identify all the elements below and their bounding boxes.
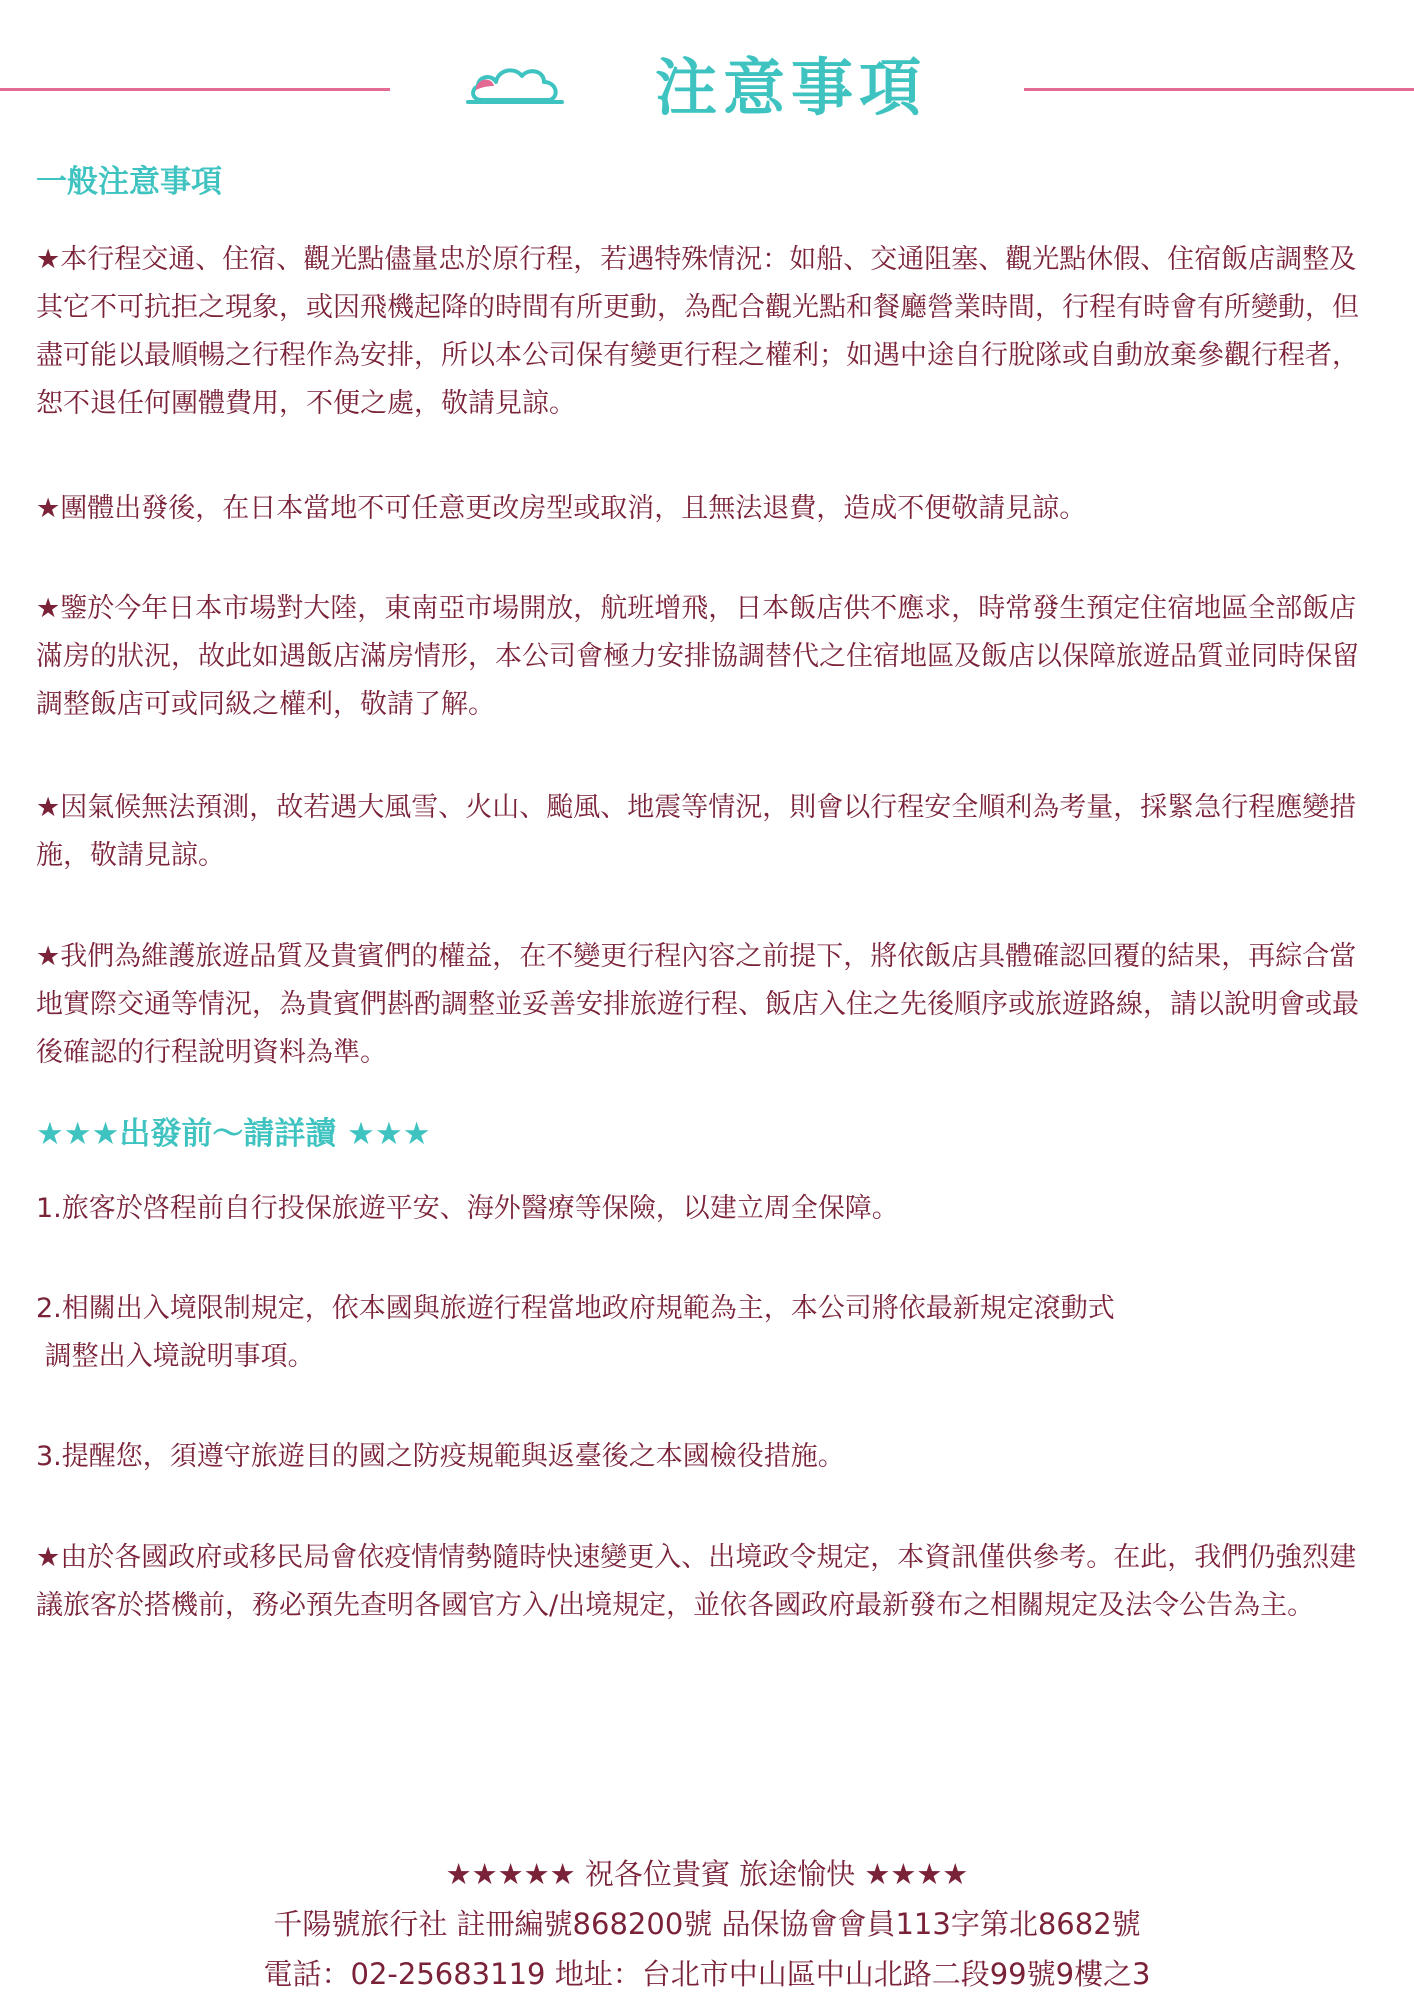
notice-item-continuation: 調整出入境說明事項。 xyxy=(36,1341,315,1372)
section-heading-before-departure: ★★★出發前～請詳讀 ★★★ xyxy=(36,1116,431,1152)
section-heading-general: 一般注意事項 xyxy=(36,164,222,200)
header-rule-right xyxy=(1024,88,1414,91)
notice-item: ★本行程交通、住宿、觀光點儘量忠於原行程，若遇特殊情況：如船、交通阻塞、觀光點休假、住宿飯店調整及其它不可抗拒之現象，或因飛機起降的時間有所更動，為配合觀光點和餐廳營業時間，行程有時會有所變動，但盡可能以最順暢之行程作為安排，所以本公司保有變更行程之權利；如遇中途自行脫隊或自動放棄參觀行程者，恕不退任何團體費用，不便之處，敬請見諒。 xyxy=(36,244,1359,419)
footer-contact: 電話：02-25683119 地址：台北市中山區中山北路二段99號9樓之3 xyxy=(263,1957,1151,1991)
notice-item: 1.旅客於啓程前自行投保旅遊平安、海外醫療等保險，以建立周全保障。 xyxy=(36,1193,899,1224)
notice-item: 2.相關出入境限制規定，依本國與旅遊行程當地政府規範為主，本公司將依最新規定滾動式 xyxy=(36,1293,1115,1324)
notice-item: ★我們為維護旅遊品質及貴賓們的權益，在不變更行程內容之前提下，將依飯店具體確認回覆的結果，再綜合當地實際交通等情況，為貴賓們斟酌調整並妥善安排旅遊行程、飯店入住之先後順序或旅遊路線，請以說明會或最後確認的行程說明資料為準。 xyxy=(36,941,1359,1068)
footer-greeting: ★★★★★ 祝各位貴賓 旅途愉快 ★★★★ xyxy=(445,1857,969,1891)
header-rule-left xyxy=(0,88,390,91)
notice-item: ★因氣候無法預測，故若遇大風雪、火山、颱風、地震等情況，則會以行程安全順利為考量，採緊急行程應變措施，敬請見諒。 xyxy=(36,792,1357,871)
page-title: 注意事項 xyxy=(655,51,928,124)
notice-item: ★由於各國政府或移民局會依疫情情勢隨時快速變更入、出境政令規定，本資訊僅供參考。在此，我們仍強烈建議旅客於搭機前，務必預先查明各國官方入/出境規定，並依各國政府最新發布之相關規定及法令公告為主。 xyxy=(36,1542,1357,1621)
footer-company: 千陽號旅行社 註冊編號868200號 品保協會會員113字第北8682號 xyxy=(273,1907,1141,1941)
cloud-sun-logo-icon xyxy=(462,56,572,112)
notice-item: ★鑒於今年日本市場對大陸，東南亞市場開放，航班增飛，日本飯店供不應求，時常發生預定住宿地區全部飯店滿房的狀況，故此如遇飯店滿房情形，本公司會極力安排協調替代之住宿地區及飯店以保障旅遊品質並同時保留調整飯店可或同級之權利，敬請了解。 xyxy=(36,593,1359,720)
notice-item: ★團體出發後，在日本當地不可任意更改房型或取消，且無法退費，造成不便敬請見諒。 xyxy=(36,493,1087,524)
notice-item: 3.提醒您，須遵守旅遊目的國之防疫規範與返臺後之本國檢役措施。 xyxy=(36,1441,845,1472)
